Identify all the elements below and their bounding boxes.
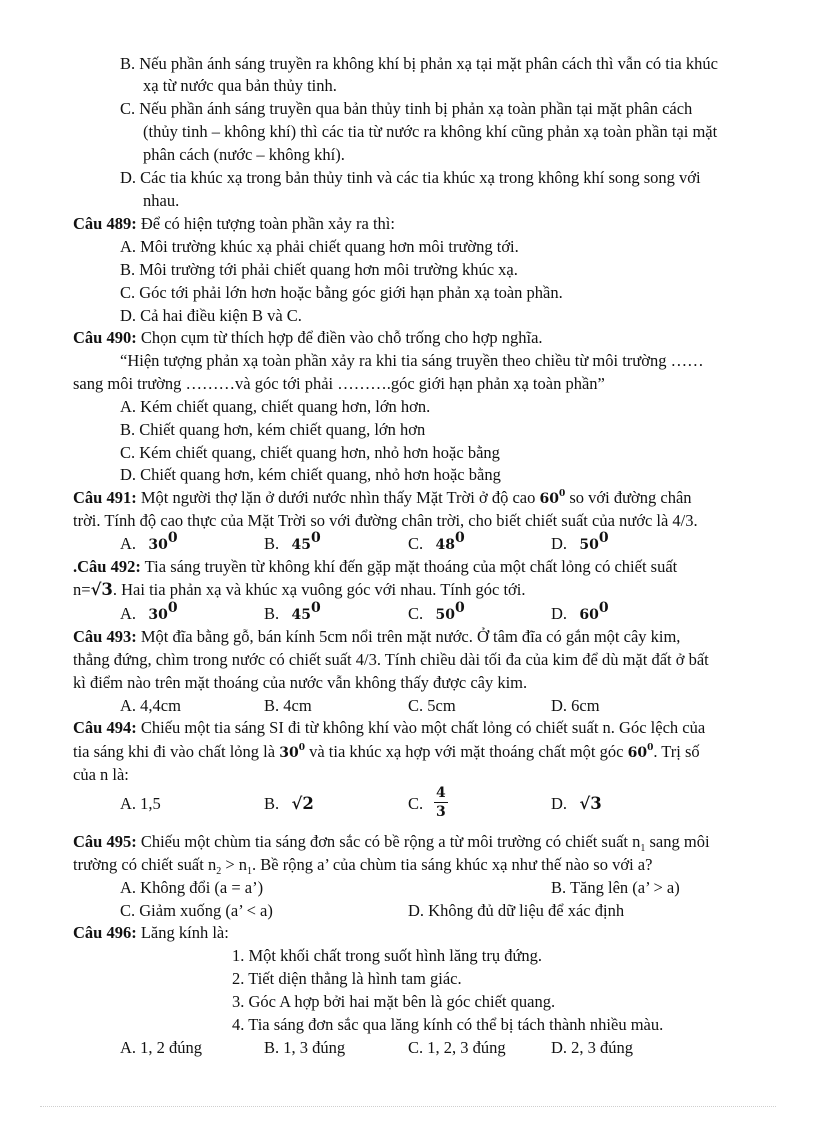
q489-stem bbox=[73, 214, 395, 234]
q494-option-c-fraction: $\frac{4}{3}$ bbox=[436, 785, 446, 820]
q496-item-1: 1. Một khối chất trong suốt hình lăng trụ đứng. bbox=[232, 946, 543, 965]
q490-text: Chọn cụm từ thích hợp để điền vào chỗ trống cho hợp nghĩa. bbox=[140, 328, 543, 347]
q495-option-d: D. Không đủ dữ liệu để xác định bbox=[408, 901, 625, 920]
q488-option-d-line2: nhau. bbox=[143, 191, 180, 210]
q492-option-c: C. $50^0$ bbox=[408, 600, 465, 623]
q491-angle: $60^0$ bbox=[539, 489, 566, 507]
q490-quote-line2: sang môi trường ………và góc tới phải ……….góc giới hạn phản xạ toàn phần” bbox=[73, 374, 605, 393]
q493-option-b: B. 4cm bbox=[264, 696, 312, 715]
q492-text: Tia sáng truyền từ không khí đến gặp mặt thoáng của một chất lỏng có chiết suất bbox=[144, 557, 678, 576]
q494-stem-line3: của n là: bbox=[73, 765, 129, 784]
q493-option-a: A. 4,4cm bbox=[120, 696, 181, 715]
q496-option-b: B. 1, 3 đúng bbox=[264, 1038, 346, 1057]
q489-text: Để có hiện tượng toàn phần xảy ra thì: bbox=[140, 214, 395, 233]
q494-text: Chiếu một tia sáng SI đi từ không khí vào một chất lỏng có chiết suất n. Góc lệch của bbox=[140, 718, 706, 737]
q491-option-d: D. $50^0$ bbox=[551, 530, 609, 553]
page-bottom-divider bbox=[40, 1106, 776, 1107]
q496-label: Câu 496: bbox=[73, 923, 137, 942]
q490-label: Câu 490: bbox=[73, 328, 137, 347]
q494-option-b: B. √2 bbox=[264, 794, 314, 813]
q496-option-d: D. 2, 3 đúng bbox=[551, 1038, 634, 1057]
q491-stem-line2: trời. Tính độ cao thực của Mặt Trời so với đường chân trời, cho biết chiết suất của nước là 4/3. bbox=[73, 511, 698, 530]
q488-option-b-line2: xạ từ nước qua bản thủy tinh. bbox=[143, 76, 337, 95]
q494-angle2: $60^0$ bbox=[627, 743, 654, 761]
q492-option-a: A. $30^0$ bbox=[120, 600, 178, 623]
q491-text-a: Một người thợ lặn ở dưới nước nhìn thấy Mặt Trời ở độ cao bbox=[140, 488, 536, 507]
q491-option-a: A. $30^0$ bbox=[120, 530, 178, 553]
q492-sqrt: √3 bbox=[90, 580, 113, 599]
q490-option-a: A. Kém chiết quang, chiết quang hơn, lớn hơn. bbox=[120, 397, 431, 416]
q495-stem: Câu 495: Chiếu một chùm tia sáng đơn sắc có bề rộng a từ môi trường có chiết suất $n_1$ sang môi bbox=[73, 832, 710, 854]
q494-stem-line2: tia sáng khi đi vào chất lỏng là $30^0$ và tia khúc xạ hợp với mặt thoáng chất một góc $60^0$. Trị số bbox=[73, 742, 700, 761]
q490-quote-line1: “Hiện tượng phản xạ toàn phần xảy ra khi tia sáng truyền theo chiều từ môi trường …… bbox=[120, 351, 704, 370]
q489-option-a: A. Môi trường khúc xạ phải chiết quang hơn môi trường tới. bbox=[120, 237, 519, 256]
q490-option-c: C. Kém chiết quang, chiết quang hơn, nhỏ hơn hoặc bằng bbox=[120, 443, 500, 462]
q490-stem bbox=[73, 328, 543, 348]
q495-option-b: B. Tăng lên (a’ > a) bbox=[551, 878, 680, 897]
q492-label: .Câu 492: bbox=[73, 557, 141, 576]
q493-option-c: C. 5cm bbox=[408, 696, 456, 715]
q489-label: Câu 489: bbox=[73, 214, 137, 233]
q490-option-d: D. Chiết quang hơn, kém chiết quang, nhỏ hơn hoặc bằng bbox=[120, 465, 501, 484]
q489-option-d: D. Cả hai điều kiện B và C. bbox=[120, 306, 302, 325]
q493-text: Một đĩa bằng gỗ, bán kính 5cm nổi trên mặt nước. Ở tâm đĩa có gắn một cây kim, bbox=[140, 627, 681, 646]
q492-option-d: D. $60^0$ bbox=[551, 600, 609, 623]
q488-option-c-line2: (thủy tinh – không khí) thì các tia từ nước ra không khí cũng phản xạ toàn phần tại mặt bbox=[143, 122, 718, 141]
q494-option-d: D. √3 bbox=[551, 794, 602, 813]
q495-stem-line2: trường có chiết suất $n_2 > n_1$. Bề rộng a’ của chùm tia sáng khúc xạ như thế nào so với a? bbox=[73, 855, 653, 877]
q494-stem bbox=[73, 718, 705, 738]
q496-option-c: C. 1, 2, 3 đúng bbox=[408, 1038, 506, 1057]
q493-stem bbox=[73, 627, 680, 647]
q491-text-b: so với đường chân bbox=[569, 488, 692, 507]
q492-stem bbox=[73, 557, 677, 577]
q489-option-c: C. Góc tới phải lớn hơn hoặc bằng góc giới hạn phản xạ toàn phần. bbox=[120, 283, 563, 302]
q491-option-b: B. $45^0$ bbox=[264, 530, 321, 553]
q494-label: Câu 494: bbox=[73, 718, 137, 737]
q493-label: Câu 493: bbox=[73, 627, 137, 646]
q495-option-a: A. Không đổi (a = a’) bbox=[120, 878, 264, 897]
q488-option-c-line1: C. Nếu phần ánh sáng truyền qua bản thủy tinh bị phản xạ toàn phần tại mặt phân cách bbox=[120, 99, 693, 118]
q492-option-b: B. $45^0$ bbox=[264, 600, 321, 623]
q491-label: Câu 491: bbox=[73, 488, 137, 507]
q496-item-2: 2. Tiết diện thẳng là hình tam giác. bbox=[232, 969, 462, 988]
q493-stem-line2: thẳng đứng, chìm trong nước có chiết suất 4/3. Tính chiều dài tối đa của kim để dù mặt đất ở bất bbox=[73, 650, 709, 669]
q495-option-c: C. Giảm xuống (a’ < a) bbox=[120, 901, 273, 920]
q496-item-3: 3. Góc A hợp bởi hai mặt bên là góc chiết quang. bbox=[232, 992, 556, 1011]
q490-option-b: B. Chiết quang hơn, kém chiết quang, lớn hơn bbox=[120, 420, 426, 439]
q495-label: Câu 495: bbox=[73, 832, 137, 851]
q488-option-c-line3: phân cách (nước – không khí). bbox=[143, 145, 345, 164]
q488-option-b-line1: B. Nếu phần ánh sáng truyền ra không khí bị phản xạ tại mặt phân cách thì vẫn có tia khúc bbox=[120, 54, 718, 73]
q491-stem bbox=[73, 488, 692, 509]
q494-option-c: C. bbox=[408, 794, 424, 813]
q489-option-b: B. Môi trường tới phải chiết quang hơn môi trường khúc xạ. bbox=[120, 260, 518, 279]
q494-option-a: A. 1,5 bbox=[120, 794, 161, 813]
q494-angle1: $30^0$ bbox=[279, 743, 305, 761]
q496-stem: Câu 496: Lăng kính là: bbox=[73, 923, 229, 942]
q496-option-a: A. 1, 2 đúng bbox=[120, 1038, 203, 1057]
q491-option-c: C. $48^0$ bbox=[408, 530, 465, 553]
q492-stem-line2: n=√3. Hai tia phản xạ và khúc xạ vuông góc với nhau. Tính góc tới. bbox=[73, 580, 526, 599]
q493-option-d: D. 6cm bbox=[551, 696, 600, 715]
q496-item-4: 4. Tia sáng đơn sắc qua lăng kính có thể bị tách thành nhiều màu. bbox=[232, 1015, 664, 1034]
q488-option-d-line1: D. Các tia khúc xạ trong bản thủy tinh và các tia khúc xạ trong không khí song song với bbox=[120, 168, 701, 187]
q493-stem-line3: kì điểm nào trên mặt thoáng của nước vẫn không thấy được cây kim. bbox=[73, 673, 528, 692]
